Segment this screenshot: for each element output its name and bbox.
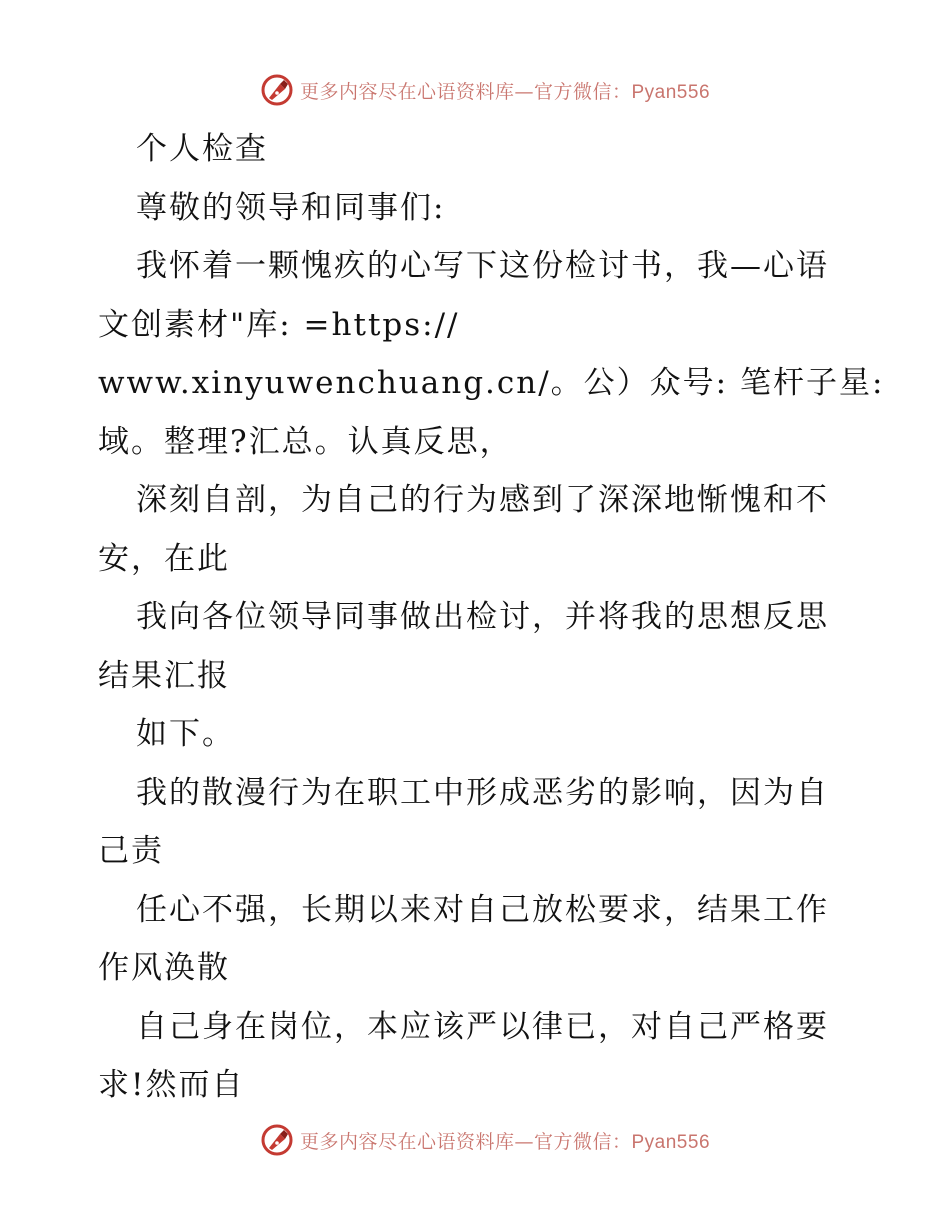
text-line: 安，在此 [98, 540, 230, 577]
text-line: 文创素材"库: =https:// [98, 306, 460, 343]
document-salutation: 尊敬的领导和同事们: [136, 189, 446, 226]
text-line: 我向各位领导同事做出检讨，并将我的思想反思 [136, 599, 829, 635]
footer-banner-content [260, 1123, 710, 1157]
pen-nib-logo-icon [260, 73, 294, 107]
text-line: 如下。 [136, 716, 235, 752]
text-line: 任心不强，长期以来对自己放松要求，结果工作 [136, 891, 829, 928]
header-banner [0, 70, 950, 110]
pen-nib-logo-icon [260, 1123, 294, 1157]
header-banner-wechat-id: Pyan556 [631, 81, 711, 103]
document-title: 个人检查 [136, 131, 268, 167]
document-body [98, 120, 885, 1115]
text-line: 我的散漫行为在职工中形成恶劣的影响，因为自 [136, 774, 829, 811]
footer-banner-text-cn: 更多内容尽在心语资料库—官方微信： [299, 1130, 632, 1153]
header-banner-text-cn: 更多内容尽在心语资料库—官方微信： [299, 80, 632, 103]
text-line: 深刻自剖，为自己的行为感到了深深地惭愧和不 [136, 482, 829, 518]
footer-banner [0, 1120, 950, 1160]
footer-banner-wechat-id: Pyan556 [631, 1131, 711, 1153]
header-banner-content [260, 73, 710, 107]
text-line: 域。整理?汇总。认真反思， [98, 423, 513, 460]
text-line: 结果汇报 [98, 657, 230, 694]
footer-banner-text [300, 1127, 710, 1154]
text-line: 作风涣散 [98, 950, 230, 986]
text-line: 自己身在岗位，本应该严以律已，对自己严格要 [136, 1008, 829, 1045]
text-line: 我怀着一颗愧疚的心写下这份检讨书，我—心语 [136, 248, 829, 284]
text-line: 己责 [98, 833, 164, 869]
header-banner-text [300, 77, 710, 104]
text-line: www.xinyuwenchuang.cn/。公）众号: 笔杆子星: [98, 365, 885, 401]
text-line: 求!然而自 [98, 1067, 245, 1103]
